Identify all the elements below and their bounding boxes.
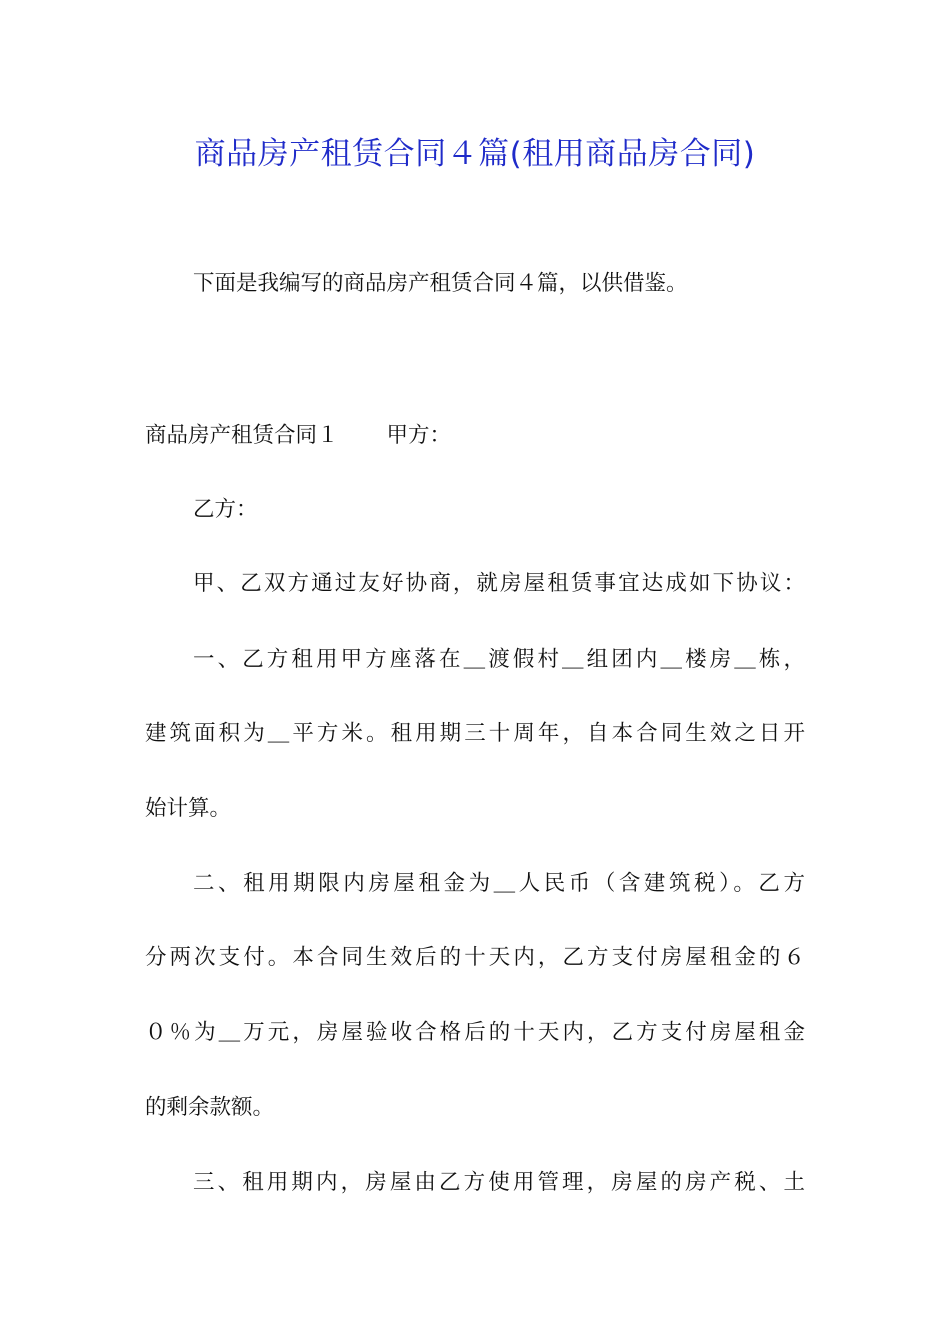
body-line: 二、租用期限内房屋租金为＿人民币（含建筑税）。乙方 xyxy=(193,871,805,896)
party-a-label: 甲方： xyxy=(386,423,452,448)
party-b-label: 乙方： xyxy=(193,497,258,522)
section-heading: 商品房产租赁合同１ xyxy=(145,423,339,448)
body-line: 分两次支付。本合同生效后的十天内，乙方支付房屋租金的６ xyxy=(145,945,805,970)
intro-paragraph: 下面是我编写的商品房产租赁合同４篇，以供借鉴。 xyxy=(193,271,688,296)
body-line: 一、乙方租用甲方座落在＿渡假村＿组团内＿楼房＿栋， xyxy=(193,647,805,672)
section-heading-line xyxy=(145,420,805,452)
body-line: 建筑面积为＿平方米。租用期三十周年，自本合同生效之日开 xyxy=(145,721,805,746)
body-line: 始计算。 xyxy=(145,796,232,821)
body-line: ０％为＿万元，房屋验收合格后的十天内，乙方支付房屋租金 xyxy=(145,1020,805,1045)
body-line: 的剩余款额。 xyxy=(145,1095,275,1120)
body-line: 甲、乙双方通过友好协商，就房屋租赁事宜达成如下协议： xyxy=(193,571,805,596)
body-line: 三、租用期内，房屋由乙方使用管理，房屋的房产税、土 xyxy=(193,1170,805,1195)
document-title: 商品房产租赁合同４篇(租用商品房合同) xyxy=(194,136,756,172)
